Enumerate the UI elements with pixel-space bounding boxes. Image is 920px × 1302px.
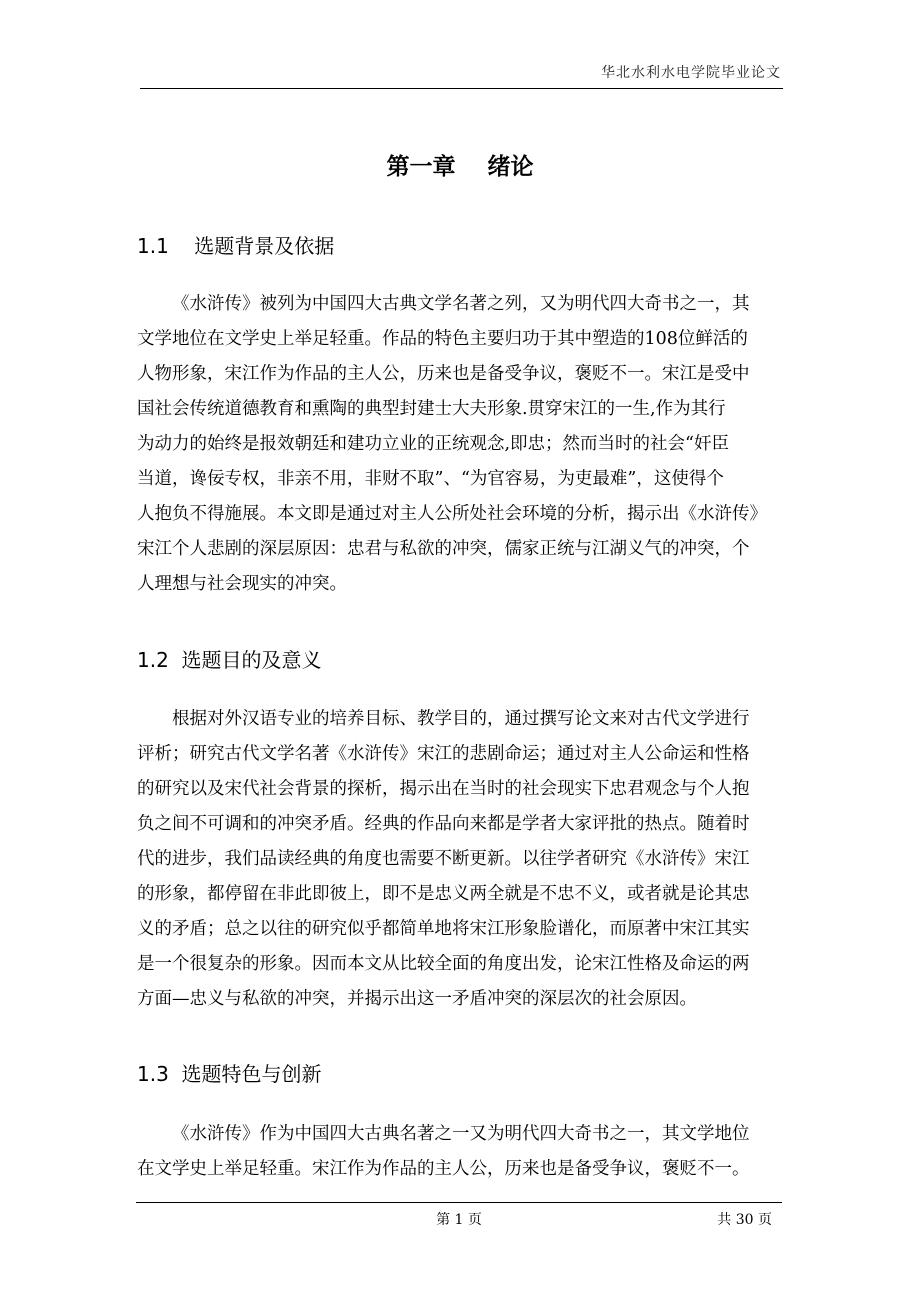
paragraph-line: 是一个很复杂的形象。因而本文从比较全面的角度出发，论宋江性格及命运的两 <box>137 954 750 974</box>
paragraph-line: 评析；研究古代文学名著《水浒传》宋江的悲剧命运；通过对主人公命运和性格 <box>137 744 750 764</box>
paragraph-line: 的形象，都停留在非此即彼上，即不是忠义两全就是不忠不义，或者就是论其忠 <box>137 884 750 904</box>
paragraph-line: 的研究以及宋代社会背景的探析，揭示出在当时的社会现实下忠君观念与个人抱 <box>137 779 750 799</box>
page-footer <box>136 1202 782 1229</box>
paragraph-line: 《水浒传》被列为中国四大古典文学名著之列，又为明代四大奇书之一，其 <box>172 294 750 314</box>
total-pages: 共 30 页 <box>717 1212 772 1228</box>
paragraph-line: 在文学史上举足轻重。宋江作为作品的主人公，历来也是备受争议，褒贬不一。 <box>137 1159 750 1179</box>
section-heading-1-3: 1.3 选题特色与创新 <box>137 1062 322 1086</box>
paragraph-line: 人理想与社会现实的冲突。 <box>137 574 347 594</box>
paragraph-1-2 <box>137 702 787 1017</box>
paragraph-line: 文学地位在文学史上举足轻重。作品的特色主要归功于其中塑造的108位鲜活的 <box>137 329 748 349</box>
paragraph-line: 根据对外汉语专业的培养目标、教学目的，通过撰写论文来对古代文学进行 <box>172 709 750 729</box>
paragraph-line: 国社会传统道德教育和熏陶的典型封建士大夫形象.贯穿宋江的一生,作为其行 <box>137 399 726 419</box>
section-heading-1-1: 1.1 选题背景及依据 <box>137 234 335 258</box>
paragraph-line: 义的矛盾；总之以往的研究似乎都简单地将宋江形象脸谱化，而原著中宋江其实 <box>137 919 750 939</box>
paragraph-line: 代的进步，我们品读经典的角度也需要不断更新。以往学者研究《水浒传》宋江 <box>137 849 750 869</box>
paragraph-line: 人抱负不得施展。本文即是通过对主人公所处社会环境的分析，揭示出《水浒传》 <box>137 504 767 524</box>
paragraph-line: 方面—忠义与私欲的冲突，并揭示出这一矛盾冲突的深层次的社会原因。 <box>137 989 697 1009</box>
page-header <box>140 62 783 89</box>
paragraph-line: 为动力的始终是报效朝廷和建功立业的正统观念,即忠；然而当时的社会“奸臣 <box>137 434 730 454</box>
paragraph-1-1 <box>137 287 787 602</box>
paragraph-1-3 <box>137 1117 787 1187</box>
paragraph-line: 《水浒传》作为中国四大古典名著之一又为明代四大奇书之一，其文学地位 <box>172 1124 750 1144</box>
paragraph-line: 当道，谗佞专权，非亲不用，非财不取”、“为官容易，为吏最难”，这使得个 <box>137 469 724 489</box>
header-title: 华北水利水电学院毕业论文 <box>601 65 781 81</box>
page-number: 第 1 页 <box>436 1212 482 1228</box>
section-heading-1-2: 1.2 选题目的及意义 <box>137 648 322 672</box>
chapter-title: 第一章 绪论 <box>386 154 534 180</box>
paragraph-line: 负之间不可调和的冲突矛盾。经典的作品向来都是学者大家评批的热点。随着时 <box>137 814 750 834</box>
paragraph-line: 宋江个人悲剧的深层原因：忠君与私欲的冲突，儒家正统与江湖义气的冲突，个 <box>137 539 750 559</box>
paragraph-line: 人物形象，宋江作为作品的主人公，历来也是备受争议，褒贬不一。宋江是受中 <box>137 364 750 384</box>
